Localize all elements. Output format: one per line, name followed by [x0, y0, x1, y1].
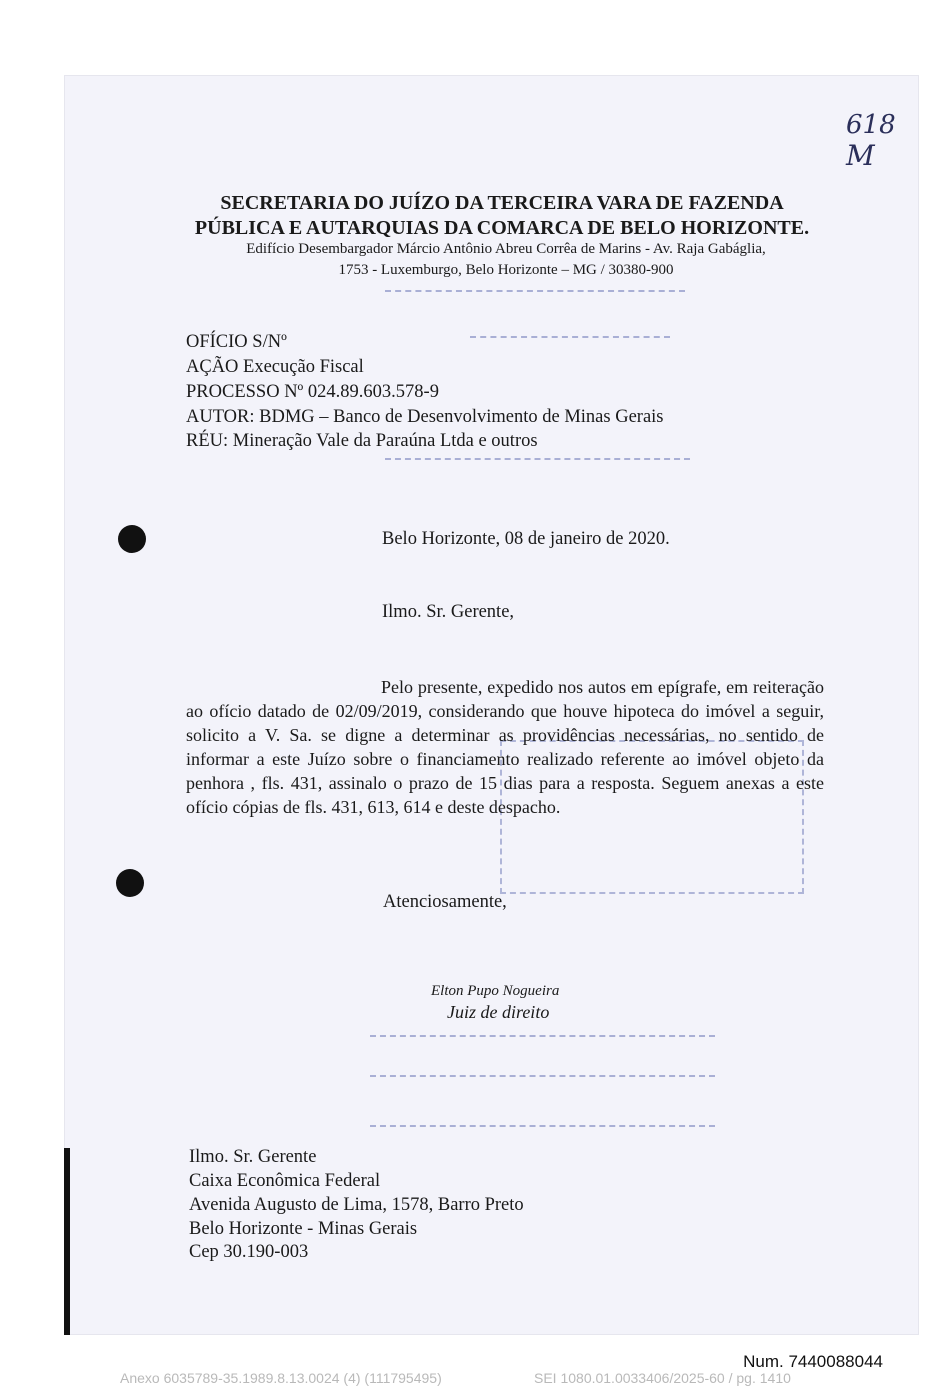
stamp-trace	[370, 1035, 715, 1037]
annex-reference: Anexo 6035789-35.1989.8.13.0024 (4) (111795495)	[120, 1370, 442, 1386]
scan-edge	[64, 1148, 70, 1335]
letter-closing: Atenciosamente,	[383, 892, 507, 912]
recipient-line4: Belo Horizonte - Minas Gerais	[189, 1219, 418, 1239]
recipient-line2: Caixa Econômica Federal	[189, 1171, 381, 1191]
plaintiff: AUTOR: BDMG – Banco de Desenvolvimento de Minas Gerais	[186, 407, 664, 427]
document-number: Num. 7440088044	[743, 1352, 883, 1371]
letter-salutation: Ilmo. Sr. Gerente,	[382, 602, 515, 622]
letter-date: Belo Horizonte, 08 de janeiro de 2020.	[382, 529, 670, 549]
handwritten-annotation	[838, 105, 898, 175]
handwritten-initials: M	[846, 139, 875, 172]
header-title-line1: SECRETARIA DO JUÍZO DA TERCEIRA VARA DE FAZENDA	[220, 192, 784, 214]
stamp-trace	[385, 458, 690, 460]
header-title-line2: PÚBLICA E AUTARQUIAS DA COMARCA DE BELO HORIZONTE.	[194, 217, 810, 239]
stamp-trace	[370, 1125, 715, 1127]
stamp-trace	[470, 336, 670, 338]
letter-body-text: Pelo presente, expedido nos autos em epígrafe, em reiteração ao ofício datado de 02/09/2019, considerando que houve hipoteca do imóvel a seguir, solicito a V. Sa. se digne a determinar as providências necessárias, no sentido de informar a este Juízo sobre o financiamento realizado referente ao imóvel objeto da penhora , fls. 431, assinalo o prazo de 15 dias para a resposta. Seguem anexas a este ofício cópias de fls. 431, 613, 614 e deste despacho.	[186, 677, 824, 817]
recipient-line5: Cep 30.190-003	[189, 1242, 309, 1262]
letter-body	[186, 675, 824, 819]
process-number: PROCESSO Nº 024.89.603.578-9	[186, 382, 439, 402]
header-address-line2: 1753 - Luxemburgo, Belo Horizonte – MG / 30380-900	[338, 262, 674, 278]
recipient-line3: Avenida Augusto de Lima, 1578, Barro Preto	[189, 1195, 524, 1215]
punch-hole	[118, 525, 146, 553]
punch-hole	[116, 869, 144, 897]
handwritten-page-number: 618	[846, 110, 896, 140]
sei-reference: SEI 1080.01.0033406/2025-60 / pg. 1410	[534, 1370, 791, 1386]
signature-name: Elton Pupo Nogueira	[431, 983, 560, 999]
oficio-number: OFÍCIO S/Nº	[186, 332, 287, 352]
stamp-trace	[385, 290, 685, 292]
header-address-line1: Edifício Desembargador Márcio Antônio Abreu Corrêa de Marins - Av. Raja Gabáglia,	[246, 241, 766, 257]
recipient-line1: Ilmo. Sr. Gerente	[189, 1147, 317, 1167]
action-type: AÇÃO Execução Fiscal	[186, 357, 364, 377]
stamp-trace	[370, 1075, 715, 1077]
defendant: RÉU: Mineração Vale da Paraúna Ltda e outros	[186, 431, 538, 451]
signature-role: Juiz de direito	[447, 1002, 550, 1022]
